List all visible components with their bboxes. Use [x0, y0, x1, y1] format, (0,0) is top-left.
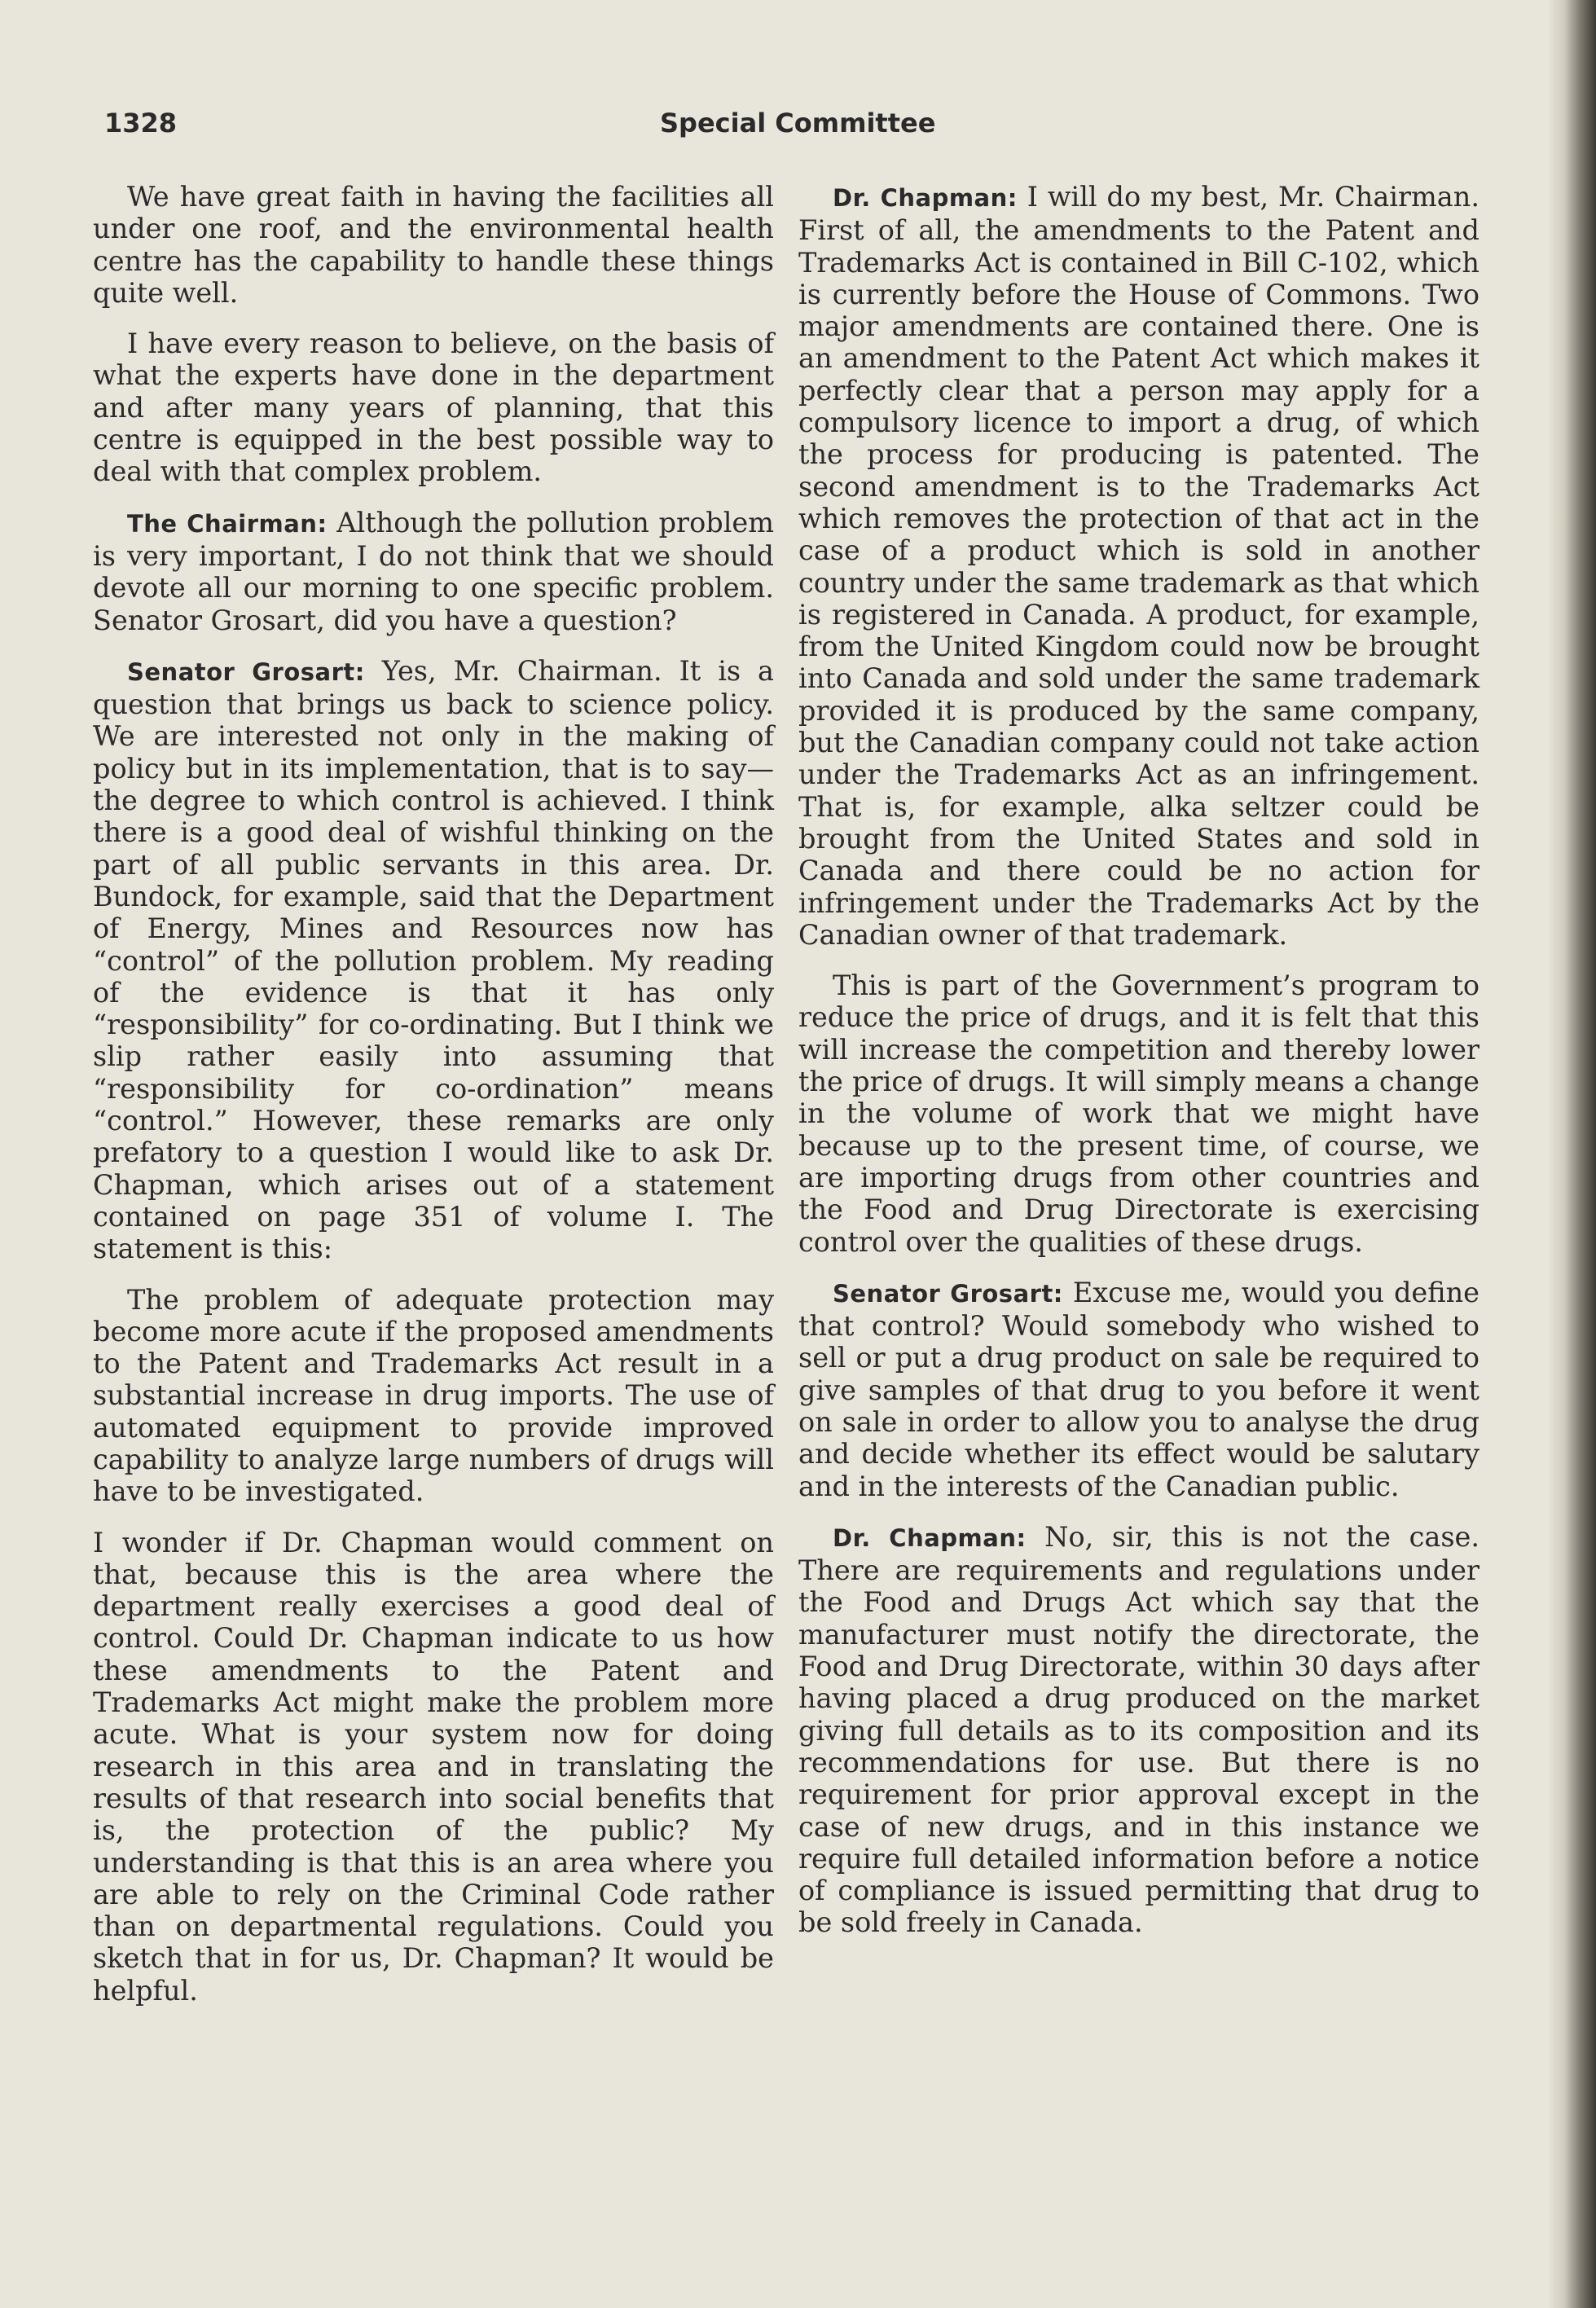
speech-paragraph — [798, 181, 1479, 951]
page-header — [104, 108, 1489, 148]
speaker-name: Dr. Chapman: — [833, 184, 1018, 212]
speech-text: I will do my best, Mr. Chairman. First of all, the amendments to the Patent and Trademarks Act is contained in Bill C-102, which is currently before the House of Commons. Two major amendments are contained there. One is an amendment to the Patent Act which makes it perfectly clear that a person may apply for a compulsory licence to import a drug, of which the process for producing is patented. The second amendment is to the Trademarks Act which removes the protection of that act in the case of a product which is sold in another country under the same trademark as that which is registered in Canada. A product, for example, from the United Kingdom could now be brought into Canada and sold under the same trademark provided it is produced by the same company, but the Canadian company could not take action under the Trademarks Act as an infringement. That is, for example, alka seltzer could be brought from the United States and sold in Canada and there could be no action for infringement under the Trademarks Act by the Canadian owner of that trademark. — [798, 181, 1479, 951]
speech-text: No, sir, this is not the case. There are requirements and regulations under the Food and Drugs Act which say that the manufacturer must notify the directorate, the Food and Drug Directorate, within 30 days after having placed a drug produced on the market giving full details as to its composition and its recommendations for use. But there is no requirement for prior approval except in the case of new drugs, and in this instance we require full detailed information before a notice of compliance is issued permitting that drug to be sold freely in Canada. — [798, 1520, 1479, 1939]
running-title: Special Committee — [660, 108, 936, 138]
speaker-name: Dr. Chapman: — [833, 1523, 1027, 1552]
speech-paragraph — [93, 507, 774, 636]
paragraph: I have every reason to believe, on the basis of what the experts have done in the department and after many years of planning, that this centre is equipped in the best possible way to deal with that complex problem. — [93, 328, 774, 488]
speech-text: Yes, Mr. Chairman. It is a question that brings us back to science policy. We are interested not only in the making of policy but in its implementation, that is to say—the degree to which control is achieved. I think there is a good deal of wishful thinking on the part of all public servants in this area. Dr. Bundock, for example, said that the Department of Energy, Mines and Resources now has “control” of the pollution problem. My reading of the evidence is that it has only “responsibility” for co-ordinating. But I think we slip rather easily into assuming that “responsibility for co-ordination” means “control.” However, these remarks are only prefatory to a question I would like to ask Dr. Chapman, which arises out of a statement contained on page 351 of volume I. The statement is this: — [93, 654, 774, 1265]
paragraph: We have great faith in having the facilities all under one roof, and the environmental health centre has the capability to handle these things quite well. — [93, 181, 774, 309]
paragraph: This is part of the Government’s program to reduce the price of drugs, and it is felt that this will increase the competition and thereby lower the price of drugs. It will simply means a change in the volume of work that we might have because up to the present time, of course, we are importing drugs from other countries and the Food and Drug Directorate is exercising control over the qualities of these drugs. — [798, 969, 1479, 1258]
speech-text: Excuse me, would you define that control? Would somebody who wished to sell or put a drug product on sale be required to give samples of that drug to you before it went on sale in order to allow you to analyse the drug and decide whether its effect would be salutary and in the interests of the Canadian public. — [798, 1276, 1479, 1502]
right-column — [798, 181, 1479, 1958]
speaker-name: The Chairman: — [127, 509, 328, 538]
page-number: 1328 — [104, 108, 178, 138]
speech-text: Although the pollution problem is very important, I do not think that we should devote all our morning to one specific problem. Senator Grosart, did you have a question? — [93, 506, 774, 636]
speech-paragraph — [798, 1521, 1479, 1939]
paragraph: I wonder if Dr. Chapman would comment on that, because this is the area where the department really exercises a good deal of control. Could Dr. Chapman indicate to us how these amendments to the Patent and Trademarks Act might make the problem more acute. What is your system now for doing research in this area and in translating the results of that research into social benefits that is, the protection of the public? My understanding is that this is an area where you are able to rely on the Criminal Code rather than on departmental regulations. Could you sketch that in for us, Dr. Chapman? It would be helpful. — [93, 1526, 774, 2007]
speech-paragraph — [798, 1277, 1479, 1502]
page-binding-shadow — [1547, 0, 1596, 2308]
speaker-name: Senator Grosart: — [833, 1279, 1063, 1308]
speaker-name: Senator Grosart: — [127, 657, 365, 686]
block-quote: The problem of adequate protection may become more acute if the proposed amendments to the Patent and Trademarks Act result in a substantial increase in drug imports. The use of automated equipment to provide improved capability to analyze large numbers of drugs will have to be investigated. — [93, 1283, 774, 1508]
left-column — [93, 181, 774, 2025]
speech-paragraph — [93, 655, 774, 1265]
